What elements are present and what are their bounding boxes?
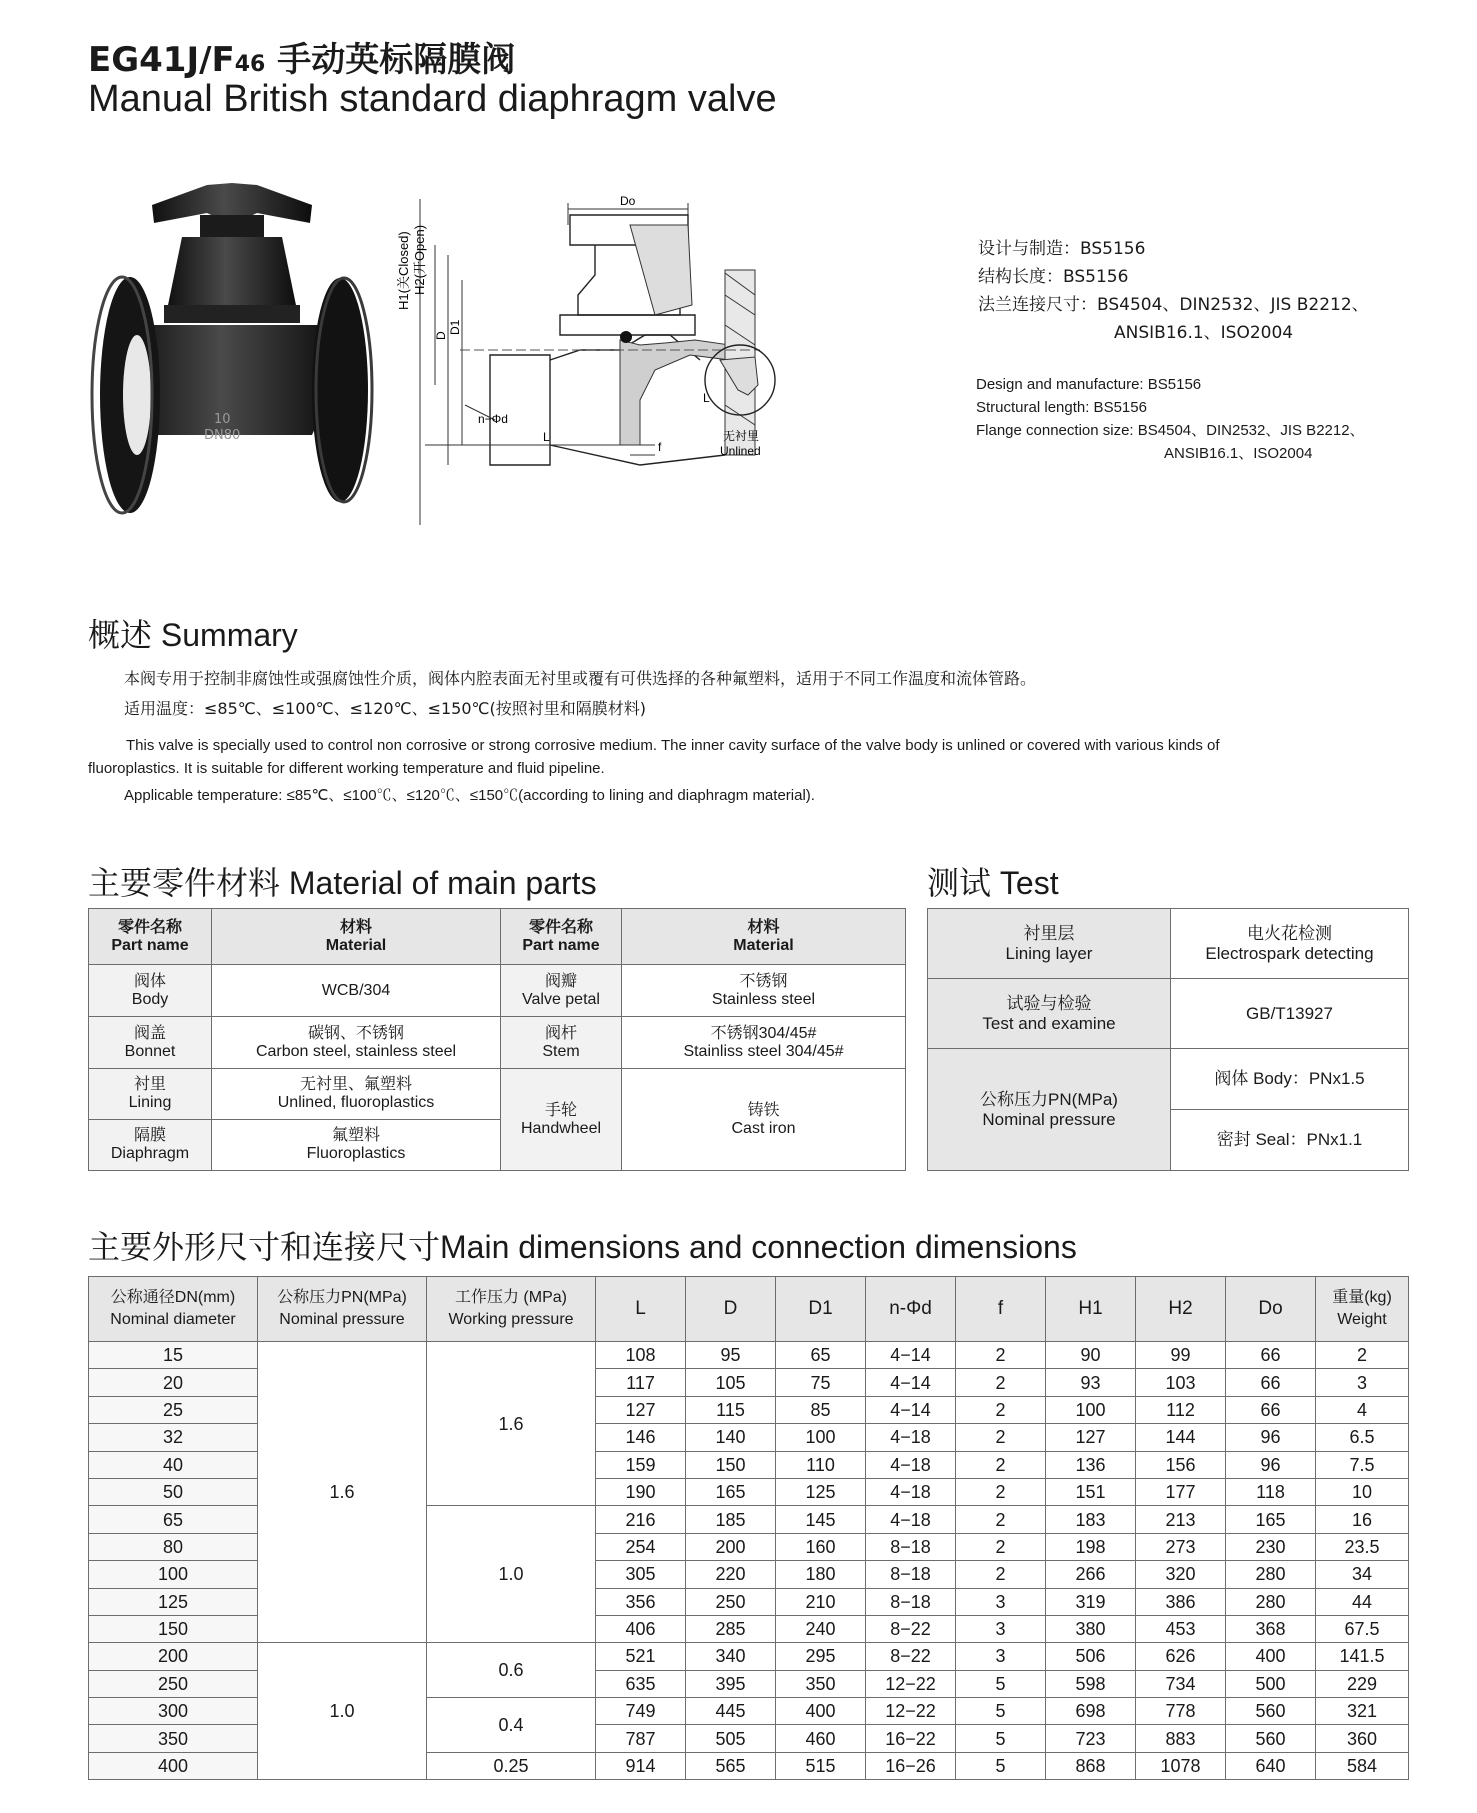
cell-f: 5	[956, 1698, 1046, 1725]
photo-mark-1: 10	[214, 412, 231, 427]
part-valve-petal: 阀瓣 Valve petal	[501, 965, 622, 1017]
cell-weight: 16	[1316, 1506, 1409, 1533]
cell-dn: 400	[89, 1752, 258, 1779]
cell-h1: 598	[1046, 1670, 1136, 1697]
material-handwheel: 铸铁 Cast iron	[622, 1069, 906, 1171]
cell-h2: 386	[1136, 1588, 1226, 1615]
cell-f: 5	[956, 1725, 1046, 1752]
cell-d: 250	[686, 1588, 776, 1615]
cell-f: 2	[956, 1424, 1046, 1451]
technical-drawing	[396, 185, 850, 530]
cell-d1: 295	[776, 1643, 866, 1670]
cell-d: 95	[686, 1342, 776, 1369]
cell-h2: 112	[1136, 1396, 1226, 1423]
cell-dn: 300	[89, 1698, 258, 1725]
cell-dn: 125	[89, 1588, 258, 1615]
material-body: WCB/304	[212, 965, 501, 1017]
cell-do: 66	[1226, 1342, 1316, 1369]
dimensions-heading: 主要外形尺寸和连接尺寸Main dimensions and connection dimensions	[88, 1229, 1077, 1265]
cell-d1: 65	[776, 1342, 866, 1369]
col-material-2: 材料 Material	[622, 909, 906, 965]
cell-l: 521	[596, 1643, 686, 1670]
cell-weight: 6.5	[1316, 1424, 1409, 1451]
cell-d1: 460	[776, 1725, 866, 1752]
cell-dn: 15	[89, 1342, 258, 1369]
cell-f: 2	[956, 1561, 1046, 1588]
cell-d: 285	[686, 1615, 776, 1642]
cell-h1: 198	[1046, 1533, 1136, 1560]
cell-h2: 144	[1136, 1424, 1226, 1451]
label-f: f	[658, 440, 662, 454]
cell-d1: 180	[776, 1561, 866, 1588]
table-row	[89, 1643, 1409, 1670]
dimensions-table	[88, 1276, 1409, 1780]
test-heading: 测试 Test	[927, 865, 1059, 901]
cell-weight: 7.5	[1316, 1451, 1409, 1478]
cell-d: 150	[686, 1451, 776, 1478]
spec-cn-line-2: 结构长度：BS5156	[978, 267, 1129, 287]
cell-l: 787	[596, 1725, 686, 1752]
cell-weight: 67.5	[1316, 1615, 1409, 1642]
col-part-name-2: 零件名称 Part name	[501, 909, 622, 965]
cell-h1: 100	[1046, 1396, 1136, 1423]
cell-d: 220	[686, 1561, 776, 1588]
cell-f: 5	[956, 1670, 1046, 1697]
cell-h2: 103	[1136, 1369, 1226, 1396]
cell-f: 3	[956, 1588, 1046, 1615]
cell-dn: 350	[89, 1725, 258, 1752]
test-lining-value: 电火花检测 Electrospark detecting	[1171, 909, 1409, 979]
cell-weight: 44	[1316, 1588, 1409, 1615]
cell-d1: 400	[776, 1698, 866, 1725]
dimensions-body	[89, 1342, 1409, 1780]
label-h1: H1(关Closed)	[396, 231, 411, 310]
cell-n-phi-d: 8−22	[866, 1615, 956, 1642]
cell-working-pressure: 0.25	[427, 1752, 596, 1779]
cell-do: 560	[1226, 1698, 1316, 1725]
cell-h2: 177	[1136, 1478, 1226, 1505]
cell-d1: 515	[776, 1752, 866, 1779]
cell-h2: 156	[1136, 1451, 1226, 1478]
cell-do: 640	[1226, 1752, 1316, 1779]
summary-heading: 概述 Summary	[88, 617, 298, 653]
cell-l: 914	[596, 1752, 686, 1779]
cell-weight: 360	[1316, 1725, 1409, 1752]
label-h2: H2(开Open)	[412, 224, 427, 295]
cell-weight: 229	[1316, 1670, 1409, 1697]
cell-h1: 93	[1046, 1369, 1136, 1396]
cell-h2: 626	[1136, 1643, 1226, 1670]
cell-do: 66	[1226, 1369, 1316, 1396]
cell-l: 127	[596, 1396, 686, 1423]
part-stem: 阀杆 Stem	[501, 1017, 622, 1069]
cell-do: 280	[1226, 1588, 1316, 1615]
cell-n-phi-d: 8−18	[866, 1561, 956, 1588]
cell-d1: 210	[776, 1588, 866, 1615]
part-bonnet: 阀盖 Bonnet	[89, 1017, 212, 1069]
col-working-pressure: 工作压力 (MPa) Working pressure	[427, 1277, 596, 1342]
cell-h2: 273	[1136, 1533, 1226, 1560]
material-lining: 无衬里、氟塑料 Unlined, fluoroplastics	[212, 1069, 501, 1120]
materials-table	[88, 908, 906, 1171]
cell-h2: 1078	[1136, 1752, 1226, 1779]
page-title-en: Manual British standard diaphragm valve	[88, 78, 777, 120]
cell-h2: 883	[1136, 1725, 1226, 1752]
cell-working-pressure: 1.6	[427, 1342, 596, 1506]
cell-f: 3	[956, 1615, 1046, 1642]
unlined-cn: 无衬里	[723, 429, 760, 443]
cell-do: 368	[1226, 1615, 1316, 1642]
label-d: D	[434, 331, 448, 340]
cell-working-pressure: 0.6	[427, 1643, 596, 1698]
table-row	[928, 979, 1409, 1049]
cell-d1: 160	[776, 1533, 866, 1560]
col-material: 材料 Material	[212, 909, 501, 965]
cell-n-phi-d: 4−18	[866, 1451, 956, 1478]
cell-working-pressure: 0.4	[427, 1698, 596, 1753]
cell-d1: 125	[776, 1478, 866, 1505]
test-np-label: 公称压力PN(MPa) Nominal pressure	[928, 1049, 1171, 1171]
cell-n-phi-d: 8−18	[866, 1533, 956, 1560]
cell-do: 500	[1226, 1670, 1316, 1697]
test-body-value: 阀体 Body：PNx1.5	[1171, 1049, 1409, 1110]
cell-h1: 151	[1046, 1478, 1136, 1505]
cell-f: 2	[956, 1396, 1046, 1423]
spec-en-line-3: Flange connection size: BS4504、DIN2532、JIS B2212、	[976, 422, 1365, 439]
part-handwheel: 手轮 Handwheel	[501, 1069, 622, 1171]
cell-nominal-pressure: 1.0	[258, 1643, 427, 1780]
spec-cn-line-4: ANSIB16.1、ISO2004	[1114, 323, 1294, 343]
cell-do: 96	[1226, 1451, 1316, 1478]
table-row	[928, 909, 1409, 979]
cell-do: 118	[1226, 1478, 1316, 1505]
cell-l: 356	[596, 1588, 686, 1615]
cell-h1: 506	[1046, 1643, 1136, 1670]
table-row	[89, 1069, 906, 1120]
cell-weight: 3	[1316, 1369, 1409, 1396]
cell-n-phi-d: 16−22	[866, 1725, 956, 1752]
dimensions-header-row	[89, 1277, 1409, 1342]
cell-h1: 90	[1046, 1342, 1136, 1369]
cell-h1: 698	[1046, 1698, 1136, 1725]
cell-do: 230	[1226, 1533, 1316, 1560]
spec-en-line-4: ANSIB16.1、ISO2004	[1164, 445, 1313, 462]
page-title-cn: EG41J/F46 手动英标隔膜阀	[88, 40, 516, 80]
cell-h2: 213	[1136, 1506, 1226, 1533]
cell-dn: 25	[89, 1396, 258, 1423]
cell-n-phi-d: 12−22	[866, 1670, 956, 1697]
cell-dn: 50	[89, 1478, 258, 1505]
cell-n-phi-d: 8−18	[866, 1588, 956, 1615]
photo-mark-2: DN80	[204, 428, 241, 443]
cell-n-phi-d: 12−22	[866, 1698, 956, 1725]
cell-weight: 34	[1316, 1561, 1409, 1588]
cell-h1: 266	[1046, 1561, 1136, 1588]
col-weight: 重量(kg) Weight	[1316, 1277, 1409, 1342]
cell-dn: 80	[89, 1533, 258, 1560]
cell-d: 565	[686, 1752, 776, 1779]
cell-h1: 136	[1046, 1451, 1136, 1478]
cell-d: 105	[686, 1369, 776, 1396]
col-nominal-pressure: 公称压力PN(MPa) Nominal pressure	[258, 1277, 427, 1342]
cell-f: 2	[956, 1369, 1046, 1396]
cell-n-phi-d: 8−22	[866, 1643, 956, 1670]
table-row	[89, 965, 906, 1017]
summary-cn-line-1: 本阀专用于控制非腐蚀性或强腐蚀性介质，阀体内腔表面无衬里或覆有可供选择的各种氟塑料，适用于不同工作温度和流体管路。	[124, 669, 1037, 688]
unlined-en: Unlined	[720, 444, 761, 458]
cell-weight: 584	[1316, 1752, 1409, 1779]
cell-working-pressure: 1.0	[427, 1506, 596, 1643]
cell-dn: 20	[89, 1369, 258, 1396]
cell-weight: 2	[1316, 1342, 1409, 1369]
cell-do: 280	[1226, 1561, 1316, 1588]
cell-f: 2	[956, 1342, 1046, 1369]
cell-d: 505	[686, 1725, 776, 1752]
cell-nominal-pressure: 1.6	[258, 1342, 427, 1643]
cell-f: 2	[956, 1533, 1046, 1560]
cell-h1: 723	[1046, 1725, 1136, 1752]
col-l: L	[596, 1277, 686, 1342]
cell-d1: 110	[776, 1451, 866, 1478]
materials-header-row	[89, 909, 906, 965]
cell-h1: 868	[1046, 1752, 1136, 1779]
cell-h1: 183	[1046, 1506, 1136, 1533]
cell-h1: 380	[1046, 1615, 1136, 1642]
cell-n-phi-d: 4−14	[866, 1342, 956, 1369]
detail-label-l: L	[703, 391, 710, 405]
summary-en-line-3: Applicable temperature: ≤85℃、≤100℃、≤120℃、≤150℃(according to lining and diaphragm material).	[124, 787, 815, 804]
cell-n-phi-d: 4−18	[866, 1478, 956, 1505]
cell-h2: 778	[1136, 1698, 1226, 1725]
cell-weight: 321	[1316, 1698, 1409, 1725]
cell-l: 749	[596, 1698, 686, 1725]
cell-d: 395	[686, 1670, 776, 1697]
summary-en-line-2: fluoroplastics. It is suitable for different working temperature and fluid pipeline.	[88, 760, 605, 777]
cell-l: 406	[596, 1615, 686, 1642]
part-diaphragm: 隔膜 Diaphragm	[89, 1120, 212, 1171]
cell-h2: 320	[1136, 1561, 1226, 1588]
cell-l: 108	[596, 1342, 686, 1369]
cell-n-phi-d: 4−14	[866, 1396, 956, 1423]
cell-d: 200	[686, 1533, 776, 1560]
cell-f: 2	[956, 1451, 1046, 1478]
summary-cn-line-2: 适用温度：≤85℃、≤100℃、≤120℃、≤150℃(按照衬里和隔膜材料)	[124, 699, 646, 718]
cell-d: 185	[686, 1506, 776, 1533]
material-stem: 不锈钢304/45# Stainliss steel 304/45#	[622, 1017, 906, 1069]
spec-cn-line-3: 法兰连接尺寸：BS4504、DIN2532、JIS B2212、	[978, 295, 1369, 315]
cell-weight: 23.5	[1316, 1533, 1409, 1560]
part-body: 阀体 Body	[89, 965, 212, 1017]
cell-h1: 319	[1046, 1588, 1136, 1615]
table-row	[89, 1017, 906, 1069]
cell-f: 3	[956, 1643, 1046, 1670]
cell-d1: 100	[776, 1424, 866, 1451]
cell-l: 254	[596, 1533, 686, 1560]
spec-cn-block	[978, 235, 1369, 347]
cell-weight: 4	[1316, 1396, 1409, 1423]
cell-l: 190	[596, 1478, 686, 1505]
spec-cn-line-1: 设计与制造：BS5156	[978, 239, 1146, 259]
col-do: Do	[1226, 1277, 1316, 1342]
test-table	[927, 908, 1409, 1171]
cell-dn: 150	[89, 1615, 258, 1642]
spec-en-line-1: Design and manufacture: BS5156	[976, 376, 1202, 393]
cell-l: 159	[596, 1451, 686, 1478]
cell-do: 400	[1226, 1643, 1316, 1670]
cell-l: 117	[596, 1369, 686, 1396]
cell-n-phi-d: 16−26	[866, 1752, 956, 1779]
cell-dn: 32	[89, 1424, 258, 1451]
cell-d: 165	[686, 1478, 776, 1505]
cell-n-phi-d: 4−14	[866, 1369, 956, 1396]
cell-do: 66	[1226, 1396, 1316, 1423]
col-d1: D1	[776, 1277, 866, 1342]
cell-d1: 85	[776, 1396, 866, 1423]
material-diaphragm: 氟塑料 Fluoroplastics	[212, 1120, 501, 1171]
cell-n-phi-d: 4−18	[866, 1506, 956, 1533]
cell-h1: 127	[1046, 1424, 1136, 1451]
material-valve-petal: 不锈钢 Stainless steel	[622, 965, 906, 1017]
cell-l: 635	[596, 1670, 686, 1697]
cell-do: 165	[1226, 1506, 1316, 1533]
cell-dn: 65	[89, 1506, 258, 1533]
cell-f: 2	[956, 1506, 1046, 1533]
valve-photo	[82, 175, 382, 525]
table-row	[928, 1049, 1409, 1110]
cell-h2: 99	[1136, 1342, 1226, 1369]
cell-d: 445	[686, 1698, 776, 1725]
cell-d: 340	[686, 1643, 776, 1670]
cell-h2: 734	[1136, 1670, 1226, 1697]
cell-dn: 100	[89, 1561, 258, 1588]
col-f: f	[956, 1277, 1046, 1342]
col-n-phi-d: n-Φd	[866, 1277, 956, 1342]
label-d1: D1	[448, 319, 462, 335]
col-nominal-diameter: 公称通径DN(mm) Nominal diameter	[89, 1277, 258, 1342]
cell-do: 96	[1226, 1424, 1316, 1451]
cell-f: 5	[956, 1752, 1046, 1779]
cell-dn: 200	[89, 1643, 258, 1670]
col-h2: H2	[1136, 1277, 1226, 1342]
label-n-phi-d: n−Φd	[478, 412, 508, 426]
cell-d: 140	[686, 1424, 776, 1451]
cell-d1: 75	[776, 1369, 866, 1396]
cell-n-phi-d: 4−18	[866, 1424, 956, 1451]
cell-d1: 240	[776, 1615, 866, 1642]
cell-f: 2	[956, 1478, 1046, 1505]
table-row	[89, 1342, 1409, 1369]
cell-l: 146	[596, 1424, 686, 1451]
material-bonnet: 碳钢、不锈钢 Carbon steel, stainless steel	[212, 1017, 501, 1069]
cell-weight: 10	[1316, 1478, 1409, 1505]
cell-d: 115	[686, 1396, 776, 1423]
summary-en-line-1: This valve is specially used to control non corrosive or strong corrosive medium. The inner cavity surface of the valve body is unlined or covered with various kinds of	[126, 737, 1220, 754]
cell-l: 216	[596, 1506, 686, 1533]
cell-h2: 453	[1136, 1615, 1226, 1642]
cell-weight: 141.5	[1316, 1643, 1409, 1670]
cell-dn: 40	[89, 1451, 258, 1478]
label-l: L	[543, 430, 550, 444]
test-exam-label: 试验与检验 Test and examine	[928, 979, 1171, 1049]
part-lining: 衬里 Lining	[89, 1069, 212, 1120]
cell-do: 560	[1226, 1725, 1316, 1752]
cell-d1: 350	[776, 1670, 866, 1697]
col-part-name: 零件名称 Part name	[89, 909, 212, 965]
test-exam-value: GB/T13927	[1171, 979, 1409, 1049]
materials-heading: 主要零件材料 Material of main parts	[88, 865, 597, 901]
label-do: Do	[620, 194, 636, 208]
spec-en-line-2: Structural length: BS5156	[976, 399, 1147, 416]
spec-en-block	[976, 373, 1365, 465]
test-seal-value: 密封 Seal：PNx1.1	[1171, 1110, 1409, 1171]
test-lining-label: 衬里层 Lining layer	[928, 909, 1171, 979]
col-h1: H1	[1046, 1277, 1136, 1342]
cell-l: 305	[596, 1561, 686, 1588]
col-d: D	[686, 1277, 776, 1342]
cell-dn: 250	[89, 1670, 258, 1697]
cell-d1: 145	[776, 1506, 866, 1533]
